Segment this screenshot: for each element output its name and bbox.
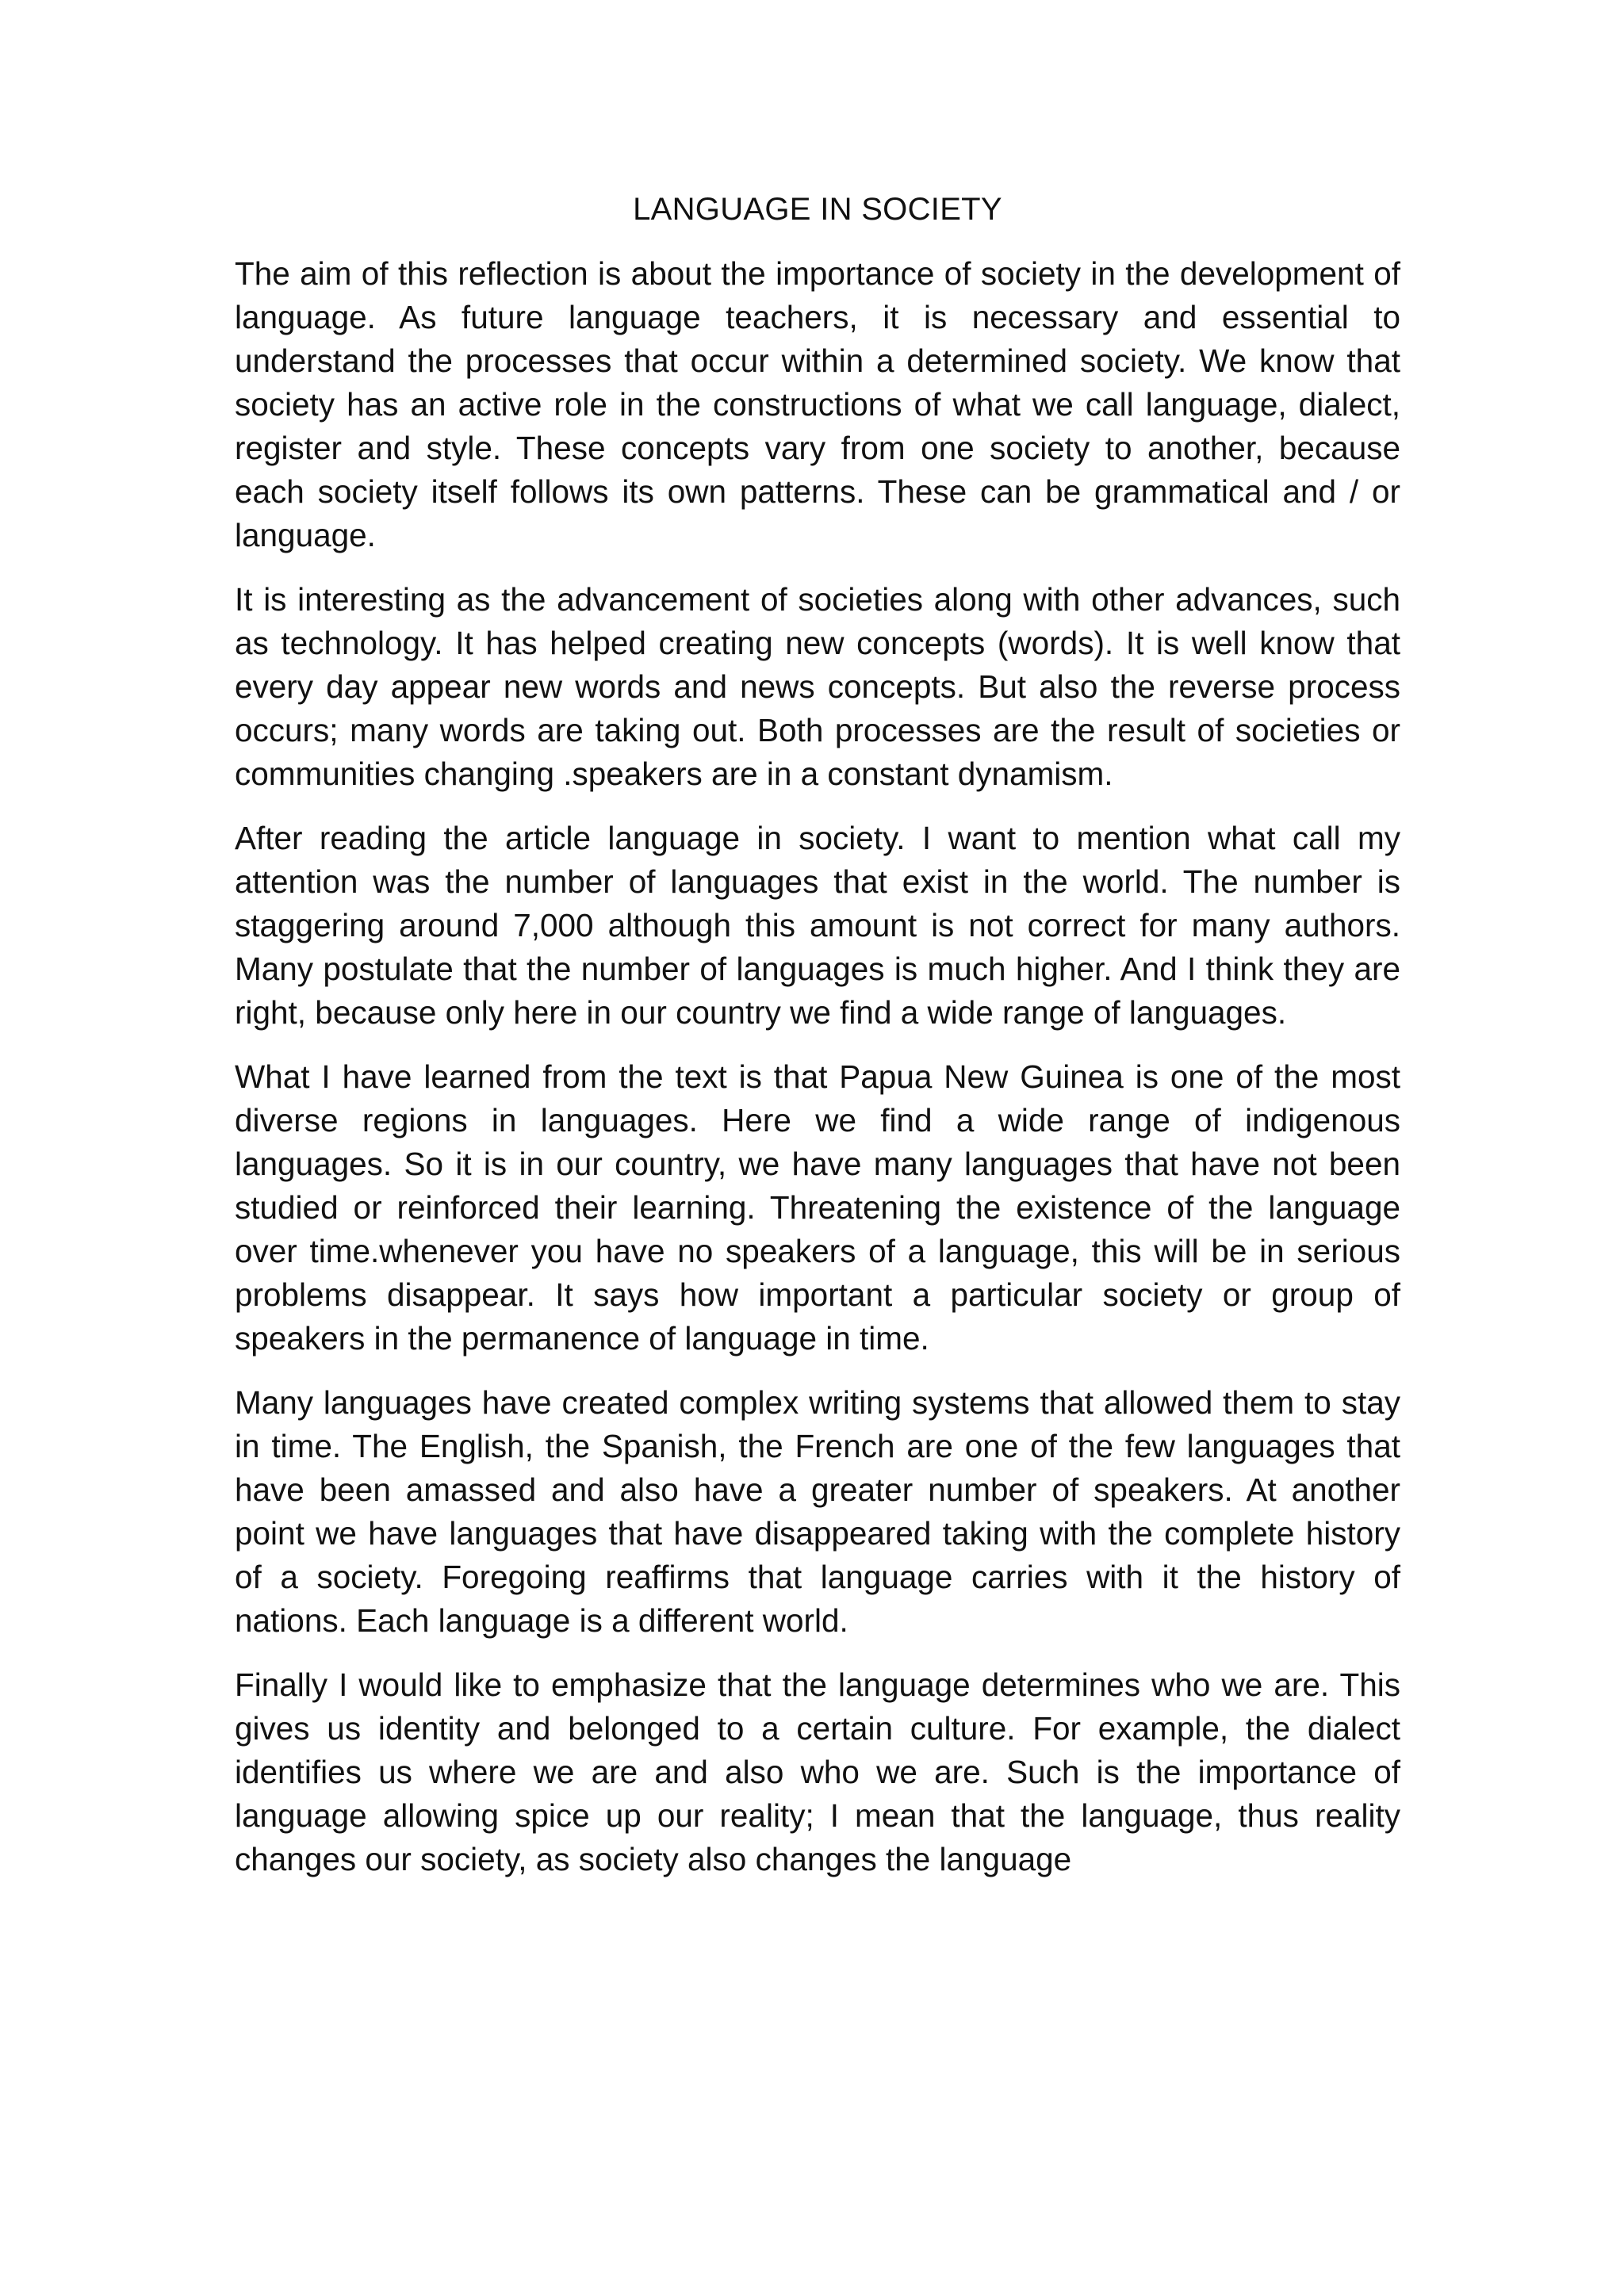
paragraph-intro: The aim of this reflection is about the importance of society in the development of language. As future language teachers, it is necessary and essential to understand the processes that occur within a determined society. We know that society has an active role in the constructions of what we call language, dialect, register and style. These concepts vary from one society to another, because each society itself follows its own patterns. These can be grammatical and / or language. — [235, 255, 1400, 553]
document-body — [235, 187, 1400, 1902]
paragraph-number-of-languages: After reading the article language in society. I want to mention what call my attention was the number of languages that exist in the world. The number is staggering around 7,000 although this amount is not correct for many authors. Many postulate that the number of languages is much higher. And I think they are right, because only here in our country we find a wide range of languages. — [235, 820, 1400, 1031]
paragraph-papua-new-guinea: What I have learned from the text is that Papua New Guinea is one of the most diverse regions in languages. Here we find a wide range of indigenous languages. So it is in our country, we have many languages that have not been studied or reinforced their learning. Threatening the existence of the language over time.whenever you have no speakers of a language, this will be in serious problems disappear. It says how important a particular society or group of speakers in the permanence of language in time. — [235, 1058, 1400, 1357]
document-title: LANGUAGE IN SOCIETY — [633, 192, 1002, 227]
paragraph-conclusion: Finally I would like to emphasize that the language determines who we are. This gives us identity and belonged to a certain culture. For example, the dialect identifies us where we are and also who we are. Such is the importance of language allowing spice up our reality; I mean that the language, thus reality changes our society, as society also changes the language — [235, 1667, 1400, 1877]
paragraph-advancement: It is interesting as the advancement of societies along with other advances, such as technology. It has helped creating new concepts (words). It is well know that every day appear new words and news concepts. But also the reverse process occurs; many words are taking out. Both processes are the result of societies or communities changing .speakers are in a constant dynamism. — [235, 581, 1400, 792]
paragraph-writing-systems: Many languages have created complex writing systems that allowed them to stay in time. The English, the Spanish, the French are one of the few languages that have been amassed and also have a greater number of speakers. At another point we have languages that have disappeared taking with the complete history of a society. Foregoing reaffirms that language carries with it the history of nations. Each language is a different world. — [235, 1384, 1400, 1639]
